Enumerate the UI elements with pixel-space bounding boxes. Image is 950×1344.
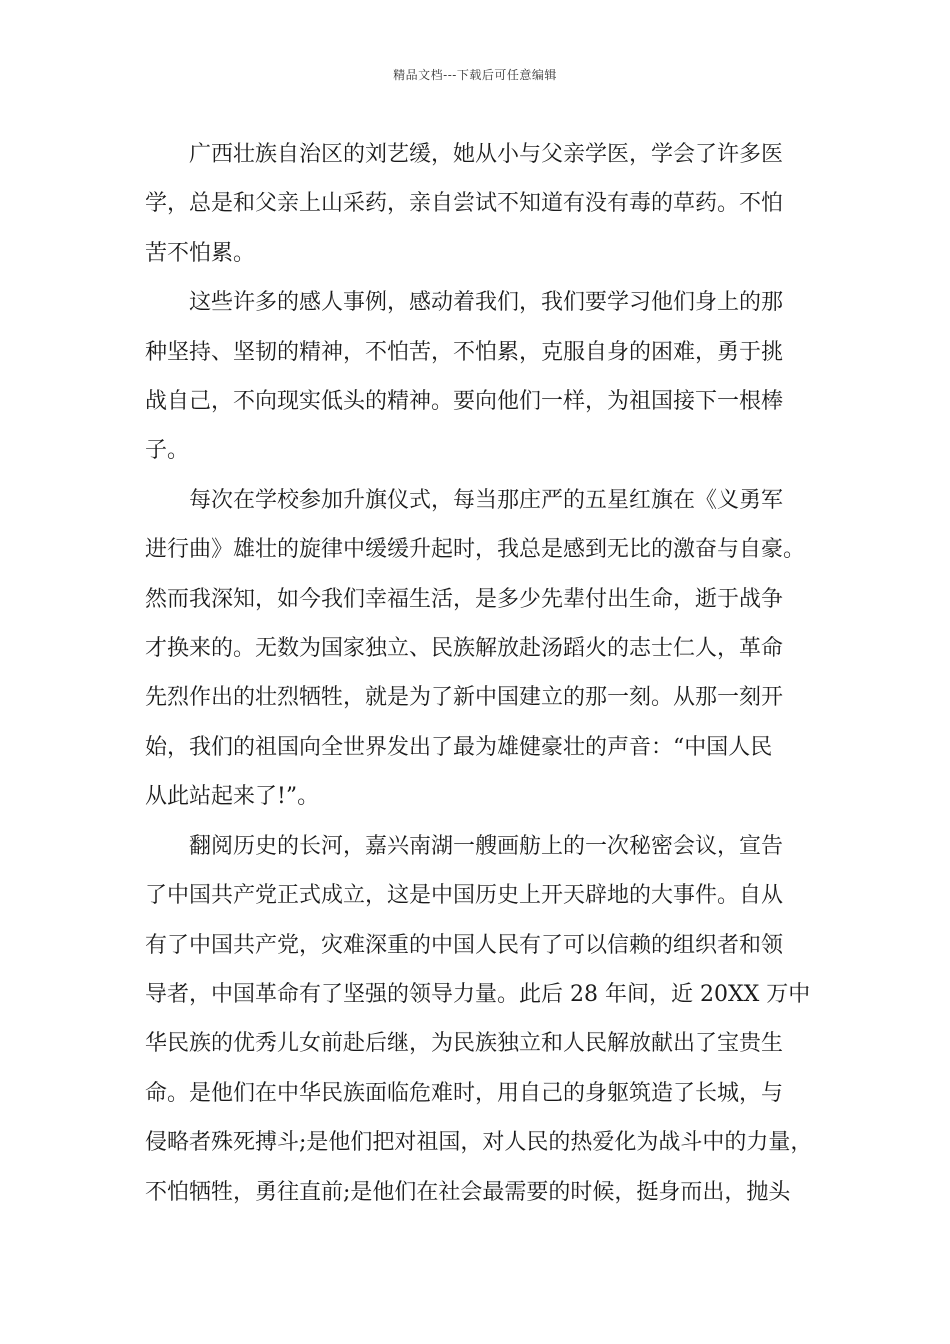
page-header: 精品文档---下载后可任意编辑 — [393, 68, 557, 82]
paragraph-3 — [145, 476, 815, 822]
text-line: 先烈作出的壮烈牺牲，就是为了新中国建立的那一刻。从那一刻开 — [145, 685, 784, 711]
text-line: 才换来的。无数为国家独立、民族解放赴汤蹈火的志士仁人，革命 — [145, 636, 784, 662]
text-line: 侵略者殊死搏斗;是他们把对祖国，对人民的热爱化为战斗中的力量， — [145, 1130, 813, 1156]
text-line: 学，总是和父亲上山采药，亲自尝试不知道有没有毒的草药。不怕 — [145, 191, 784, 217]
text-line: 苦不怕累。 — [145, 240, 256, 266]
text-line: 这些许多的感人事例，感动着我们，我们要学习他们身上的那 — [189, 290, 784, 316]
paragraph-2 — [145, 278, 815, 476]
text-line: 有了中国共产党，灾难深重的中国人民有了可以信赖的组织者和领 — [145, 932, 784, 958]
paragraph-1 — [145, 130, 815, 278]
paragraph-4 — [145, 822, 815, 1217]
text-line: 了中国共产党正式成立，这是中国历史上开天辟地的大事件。自从 — [145, 883, 784, 909]
text-line: 进行曲》雄壮的旋律中缓缓升起时，我总是感到无比的激奋与自豪。 — [145, 537, 806, 563]
text-line: 种坚持、坚韧的精神，不怕苦，不怕累，克服自身的困难，勇于挑 — [145, 339, 784, 365]
text-line: 命。是他们在中华民族面临危难时，用自己的身躯筑造了长城，与 — [145, 1080, 784, 1106]
text-line: 翻阅历史的长河，嘉兴南湖一艘画舫上的一次秘密会议，宣告 — [189, 833, 784, 859]
document-body — [145, 130, 815, 1217]
text-line: 不怕牺牲，勇往直前;是他们在社会最需要的时候，挺身而出，抛头 — [145, 1179, 791, 1205]
text-line: 战自己，不向现实低头的精神。要向他们一样，为祖国接下一根棒 — [145, 389, 784, 415]
text-line: 然而我深知，如今我们幸福生活，是多少先辈付出生命，逝于战争 — [145, 586, 784, 612]
text-line: 导者，中国革命有了坚强的领导力量。此后 28 年间，近 20XX 万中 — [145, 981, 811, 1007]
text-line: 每次在学校参加升旗仪式，每当那庄严的五星红旗在《义勇军 — [189, 487, 784, 513]
text-line: 华民族的优秀儿女前赴后继，为民族独立和人民解放献出了宝贵生 — [145, 1031, 784, 1057]
text-line: 子。 — [145, 438, 190, 464]
text-line: 广西壮族自治区的刘艺缓，她从小与父亲学医，学会了许多医 — [189, 142, 784, 167]
text-line: 从此站起来了!”。 — [145, 784, 320, 810]
text-line: 始，我们的祖国向全世界发出了最为雄健豪壮的声音：“中国人民 — [145, 734, 773, 760]
